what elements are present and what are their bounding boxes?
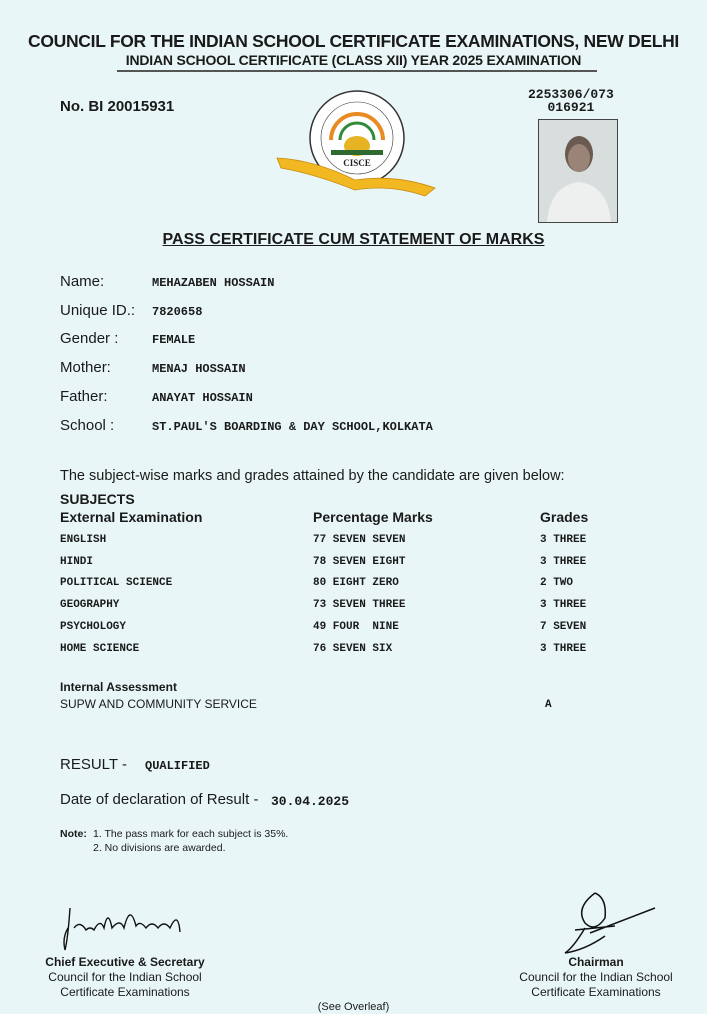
subject-name: HINDI — [60, 556, 94, 568]
internal-grade: A — [545, 699, 552, 711]
candidate-photo — [538, 119, 618, 223]
result-value: QUALIFIED — [145, 759, 210, 773]
subject-marks: 78 SEVEN EIGHT — [313, 556, 406, 568]
subjects-heading: SUBJECTS — [60, 491, 135, 507]
declaration-date: 30.04.2025 — [271, 794, 350, 809]
subject-name: GEOGRAPHY — [60, 599, 120, 611]
reference-codes — [528, 88, 614, 114]
chairman-org: Council for the Indian School — [519, 970, 673, 984]
subject-grade: 3 THREE — [540, 643, 587, 655]
subject-marks: 76 SEVEN SIX — [313, 643, 393, 655]
school-label: School : — [60, 417, 115, 434]
exam-heading: INDIAN SCHOOL CERTIFICATE (CLASS XII) YEAR 2025 EXAMINATION — [125, 52, 582, 68]
result-label: RESULT - — [60, 756, 127, 773]
subject-name: POLITICAL SCIENCE — [60, 577, 173, 589]
mother-label: Mother: — [60, 359, 111, 376]
name-label: Name: — [60, 273, 105, 290]
subject-name: HOME SCIENCE — [60, 643, 140, 655]
subject-grade: 3 THREE — [540, 556, 587, 568]
name-value: MEHAZABEN HOSSAIN — [152, 276, 275, 290]
subject-marks: 77 SEVEN SEVEN — [313, 534, 406, 546]
unique-id-label: Unique ID.: — [60, 302, 136, 319]
note-label: Note: — [60, 828, 87, 840]
internal-subject: SUPW AND COMMUNITY SERVICE — [60, 697, 257, 711]
subject-grade: 7 SEVEN — [540, 621, 587, 633]
external-exam-heading: External Examination — [60, 509, 203, 525]
certificate-number: No. BI 20015931 — [60, 98, 175, 115]
see-overleaf: (See Overleaf) — [317, 1001, 390, 1013]
chairman-title: Chairman — [568, 955, 624, 969]
subject-marks: 73 SEVEN THREE — [313, 599, 406, 611]
subject-marks: 49 FOUR NINE — [313, 621, 399, 633]
certificate-title: PASS CERTIFICATE CUM STATEMENT OF MARKS — [162, 231, 545, 248]
intro-text: The subject-wise marks and grades attained by the candidate are given below: — [60, 468, 565, 484]
council-heading: COUNCIL FOR THE INDIAN SCHOOL CERTIFICATE EXAMINATIONS, NEW DELHI — [27, 31, 679, 51]
grades-heading: Grades — [540, 509, 589, 525]
father-label: Father: — [60, 388, 108, 405]
chairman-signature — [555, 888, 665, 963]
reference-code-1: 2253306/073 — [528, 87, 614, 102]
note-item: 1. The pass mark for each subject is 35%. — [93, 828, 289, 840]
subject-grade: 3 THREE — [540, 599, 587, 611]
subject-grade: 2 TWO — [540, 577, 574, 589]
school-value: ST.PAUL'S BOARDING & DAY SCHOOL,KOLKATA — [152, 420, 433, 434]
subject-name: ENGLISH — [60, 534, 107, 546]
subject-grade: 3 THREE — [540, 534, 587, 546]
cisce-logo — [275, 88, 440, 198]
chairman-block — [511, 955, 681, 1000]
header-divider — [117, 70, 597, 72]
chairman-org: Certificate Examinations — [531, 985, 661, 999]
secretary-org: Council for the Indian School — [48, 970, 202, 984]
secretary-title: Chief Executive & Secretary — [45, 955, 205, 969]
note-item: 2. No divisions are awarded. — [93, 842, 226, 854]
mother-value: MENAJ HOSSAIN — [152, 362, 246, 376]
unique-id-value: 7820658 — [152, 305, 203, 319]
logo-text: CISCE — [343, 158, 371, 168]
marks-heading: Percentage Marks — [313, 509, 433, 525]
secretary-block — [40, 955, 210, 1000]
gender-value: FEMALE — [152, 333, 196, 347]
subject-marks: 80 EIGHT ZERO — [313, 577, 399, 589]
declaration-label: Date of declaration of Result - — [60, 791, 259, 808]
father-value: ANAYAT HOSSAIN — [152, 391, 253, 405]
gender-label: Gender : — [60, 330, 119, 347]
subject-name: PSYCHOLOGY — [60, 621, 127, 633]
secretary-signature — [60, 898, 190, 958]
secretary-org: Certificate Examinations — [60, 985, 190, 999]
reference-code-2: 016921 — [547, 100, 595, 115]
internal-assessment-heading: Internal Assessment — [60, 680, 177, 694]
